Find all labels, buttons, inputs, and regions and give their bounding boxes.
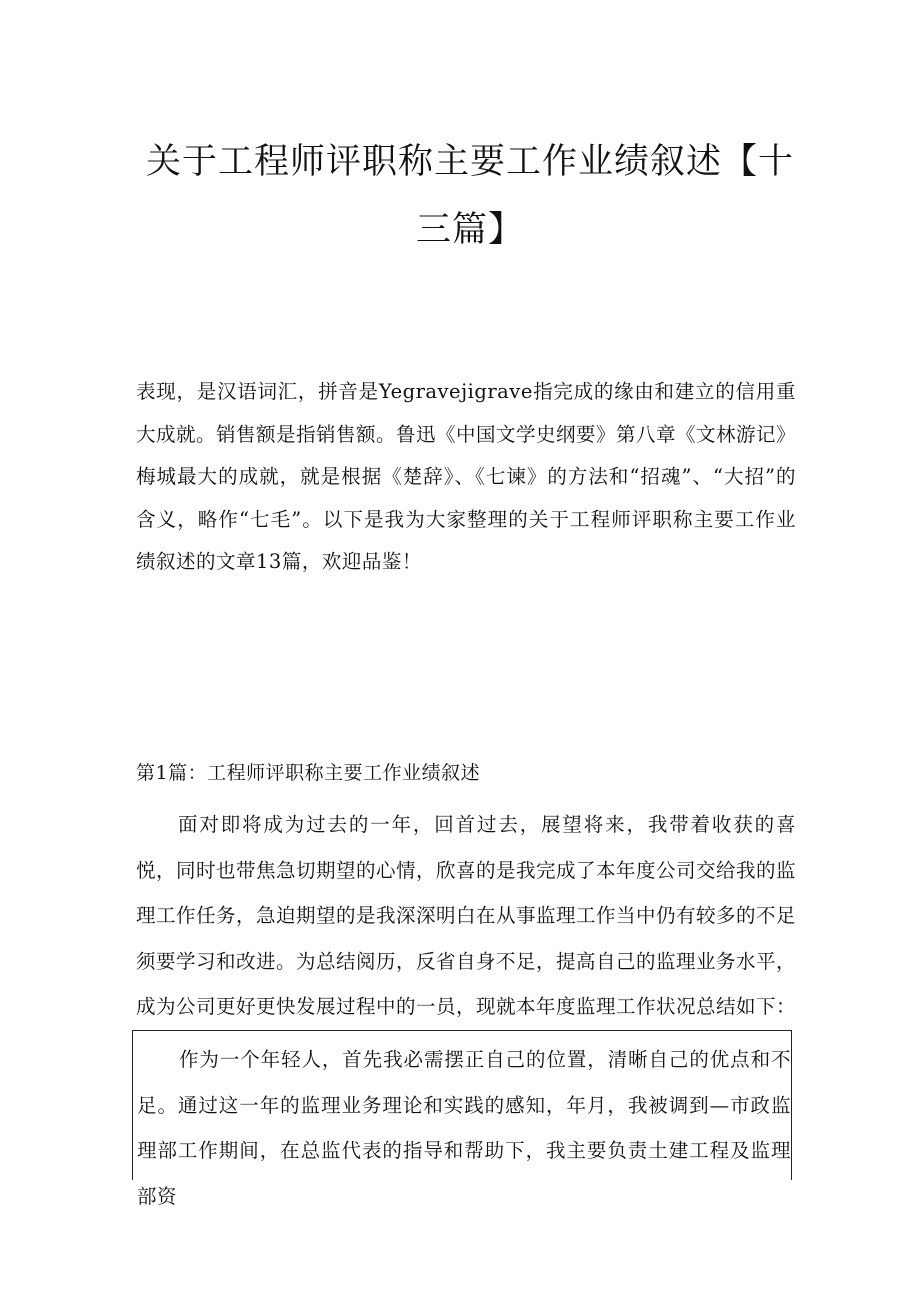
intro-paragraph: 表现，是汉语词汇，拼音是Yegravejigrave指完成的缘由和建立的信用重大成就。销售额是指销售额。鲁迅《中国文学史纲要》第八章《文林游记》梅城最大的成就，就是根据《楚辞》、《七谏》的方法和“招魂”、“大招”的含义，略作“七毛”。以下是我为大家整理的关于工程师评职称主要工作业绩叙述的文章13篇，欢迎品鉴！ [136,380,797,573]
document-title: 关于工程师评职称主要工作业绩叙述【十三篇】 [145,142,794,251]
boxed-text-frame [132,1030,792,1208]
boxed-paragraph: 作为一个年轻人，首先我必需摆正自己的位置，清晰自己的优点和不足。通过这一年的监理业务理论和实践的感知，年月，我被调到—市政监理部工作期间，在总监代表的指导和帮助下，我主要负责土建工程及监理部资 [137,1048,791,1208]
section-heading: 第1篇：工程师评职称主要工作业绩叙述 [136,762,481,784]
body-paragraph: 面对即将成为过去的一年，回首过去，展望将来，我带着收获的喜悦，同时也带焦急切期望的心情，欣喜的是我完成了本年度公司交给我的监理工作任务，急迫期望的是我深深明白在从事监理工作当中仍有较多的不足须要学习和改进。为总结阅历，反省自身不足，提高自己的监理业务水平，成为公司更好更快发展过程中的一员，现就本年度监理工作状况总结如下： [136,813,797,1018]
